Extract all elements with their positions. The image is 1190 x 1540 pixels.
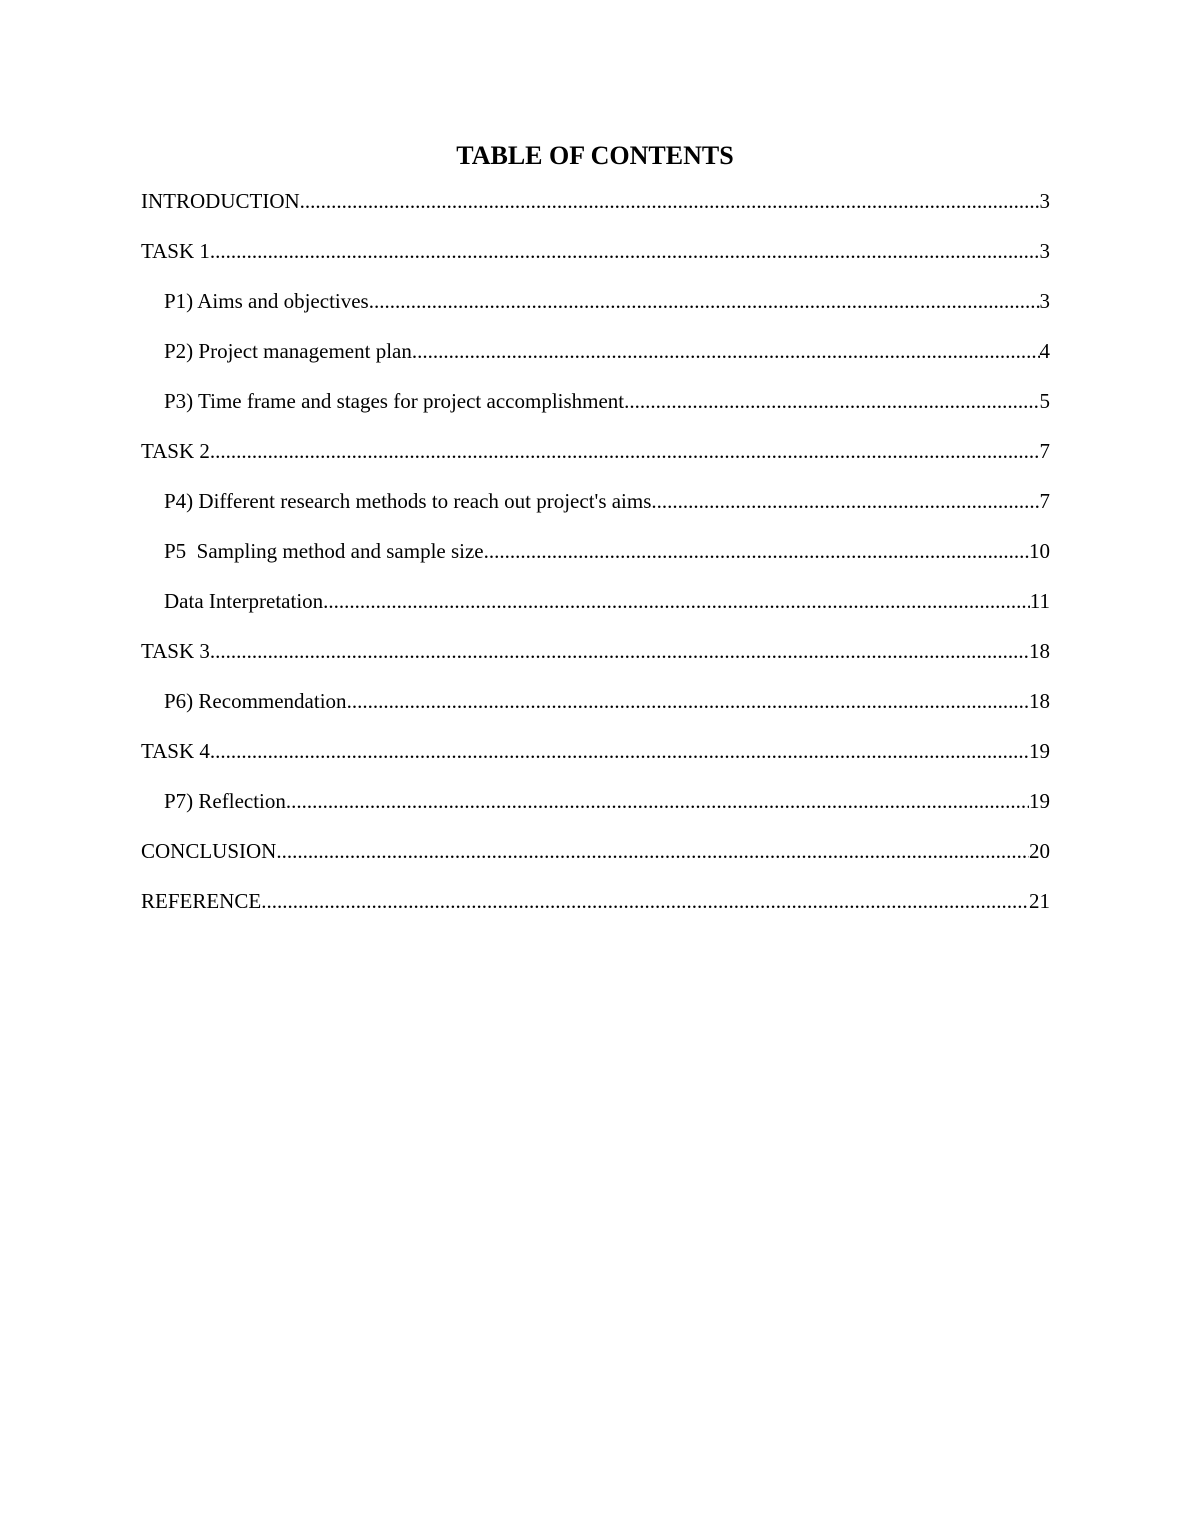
toc-entry-task-1[interactable] (141, 235, 1050, 285)
toc-dot-leader (651, 485, 1039, 517)
toc-entry-page-number: 18 (1029, 689, 1050, 713)
toc-list (141, 185, 1050, 935)
toc-entry-label: P2) Project management plan (164, 339, 412, 363)
toc-entry-page-number: 11 (1029, 589, 1050, 613)
toc-entry-label: P7) Reflection (164, 789, 286, 813)
toc-entry-page-number: 5 (1039, 389, 1050, 413)
toc-entry-label: REFERENCE (141, 889, 262, 913)
toc-entry-data-interpretation[interactable] (141, 585, 1050, 635)
toc-entry-label: TASK 4 (141, 739, 210, 763)
toc-entry-page-number: 3 (1039, 189, 1050, 213)
toc-entry-label: P5 Sampling method and sample size (164, 539, 484, 563)
toc-entry-p3[interactable] (141, 385, 1050, 435)
toc-entry-task-4[interactable] (141, 735, 1050, 785)
toc-entry-label: P1) Aims and objectives (164, 289, 369, 313)
toc-dot-leader (261, 885, 1029, 917)
toc-dot-leader (369, 285, 1040, 317)
toc-entry-task-2[interactable] (141, 435, 1050, 485)
toc-entry-label: CONCLUSION (141, 839, 277, 863)
toc-entry-label: INTRODUCTION (141, 189, 300, 213)
toc-entry-page-number: 19 (1029, 739, 1050, 763)
toc-entry-page-number: 7 (1039, 439, 1050, 463)
toc-entry-p2[interactable] (141, 335, 1050, 385)
toc-dot-leader (412, 335, 1040, 367)
toc-entry-p6[interactable] (141, 685, 1050, 735)
toc-entry-introduction[interactable] (141, 185, 1050, 235)
toc-entry-conclusion[interactable] (141, 835, 1050, 885)
toc-dot-leader (347, 685, 1029, 717)
toc-entry-page-number: 20 (1029, 839, 1050, 863)
toc-entry-label: P3) Time frame and stages for project accomplishment (164, 389, 625, 413)
toc-entry-page-number: 18 (1029, 639, 1050, 663)
toc-entry-p1[interactable] (141, 285, 1050, 335)
toc-dot-leader (210, 735, 1029, 767)
toc-dot-leader (323, 585, 1030, 617)
toc-entry-label: Data Interpretation (164, 589, 324, 613)
toc-dot-leader (276, 835, 1029, 867)
toc-entry-task-3[interactable] (141, 635, 1050, 685)
toc-dot-leader (300, 185, 1040, 217)
toc-entry-page-number: 7 (1039, 489, 1050, 513)
toc-title: TABLE OF CONTENTS (456, 141, 734, 170)
toc-entry-p7[interactable] (141, 785, 1050, 835)
toc-dot-leader (210, 435, 1040, 467)
toc-entry-reference[interactable] (141, 885, 1050, 935)
toc-dot-leader (210, 635, 1029, 667)
toc-entry-page-number: 19 (1029, 789, 1050, 813)
toc-entry-page-number: 21 (1029, 889, 1050, 913)
toc-dot-leader (624, 385, 1039, 417)
toc-entry-label: TASK 3 (141, 639, 210, 663)
toc-entry-page-number: 3 (1039, 289, 1050, 313)
toc-entry-p5[interactable] (141, 535, 1050, 585)
toc-entry-page-number: 4 (1039, 339, 1050, 363)
toc-entry-label: TASK 1 (141, 239, 210, 263)
toc-entry-label: TASK 2 (141, 439, 210, 463)
toc-entry-page-number: 3 (1039, 239, 1050, 263)
toc-dot-leader (210, 235, 1040, 267)
toc-entry-p4[interactable] (141, 485, 1050, 535)
toc-entry-label: P6) Recommendation (164, 689, 347, 713)
toc-entry-page-number: 10 (1029, 539, 1050, 563)
toc-dot-leader (286, 785, 1029, 817)
toc-dot-leader (484, 535, 1029, 567)
toc-entry-label: P4) Different research methods to reach out project's aims (164, 489, 652, 513)
